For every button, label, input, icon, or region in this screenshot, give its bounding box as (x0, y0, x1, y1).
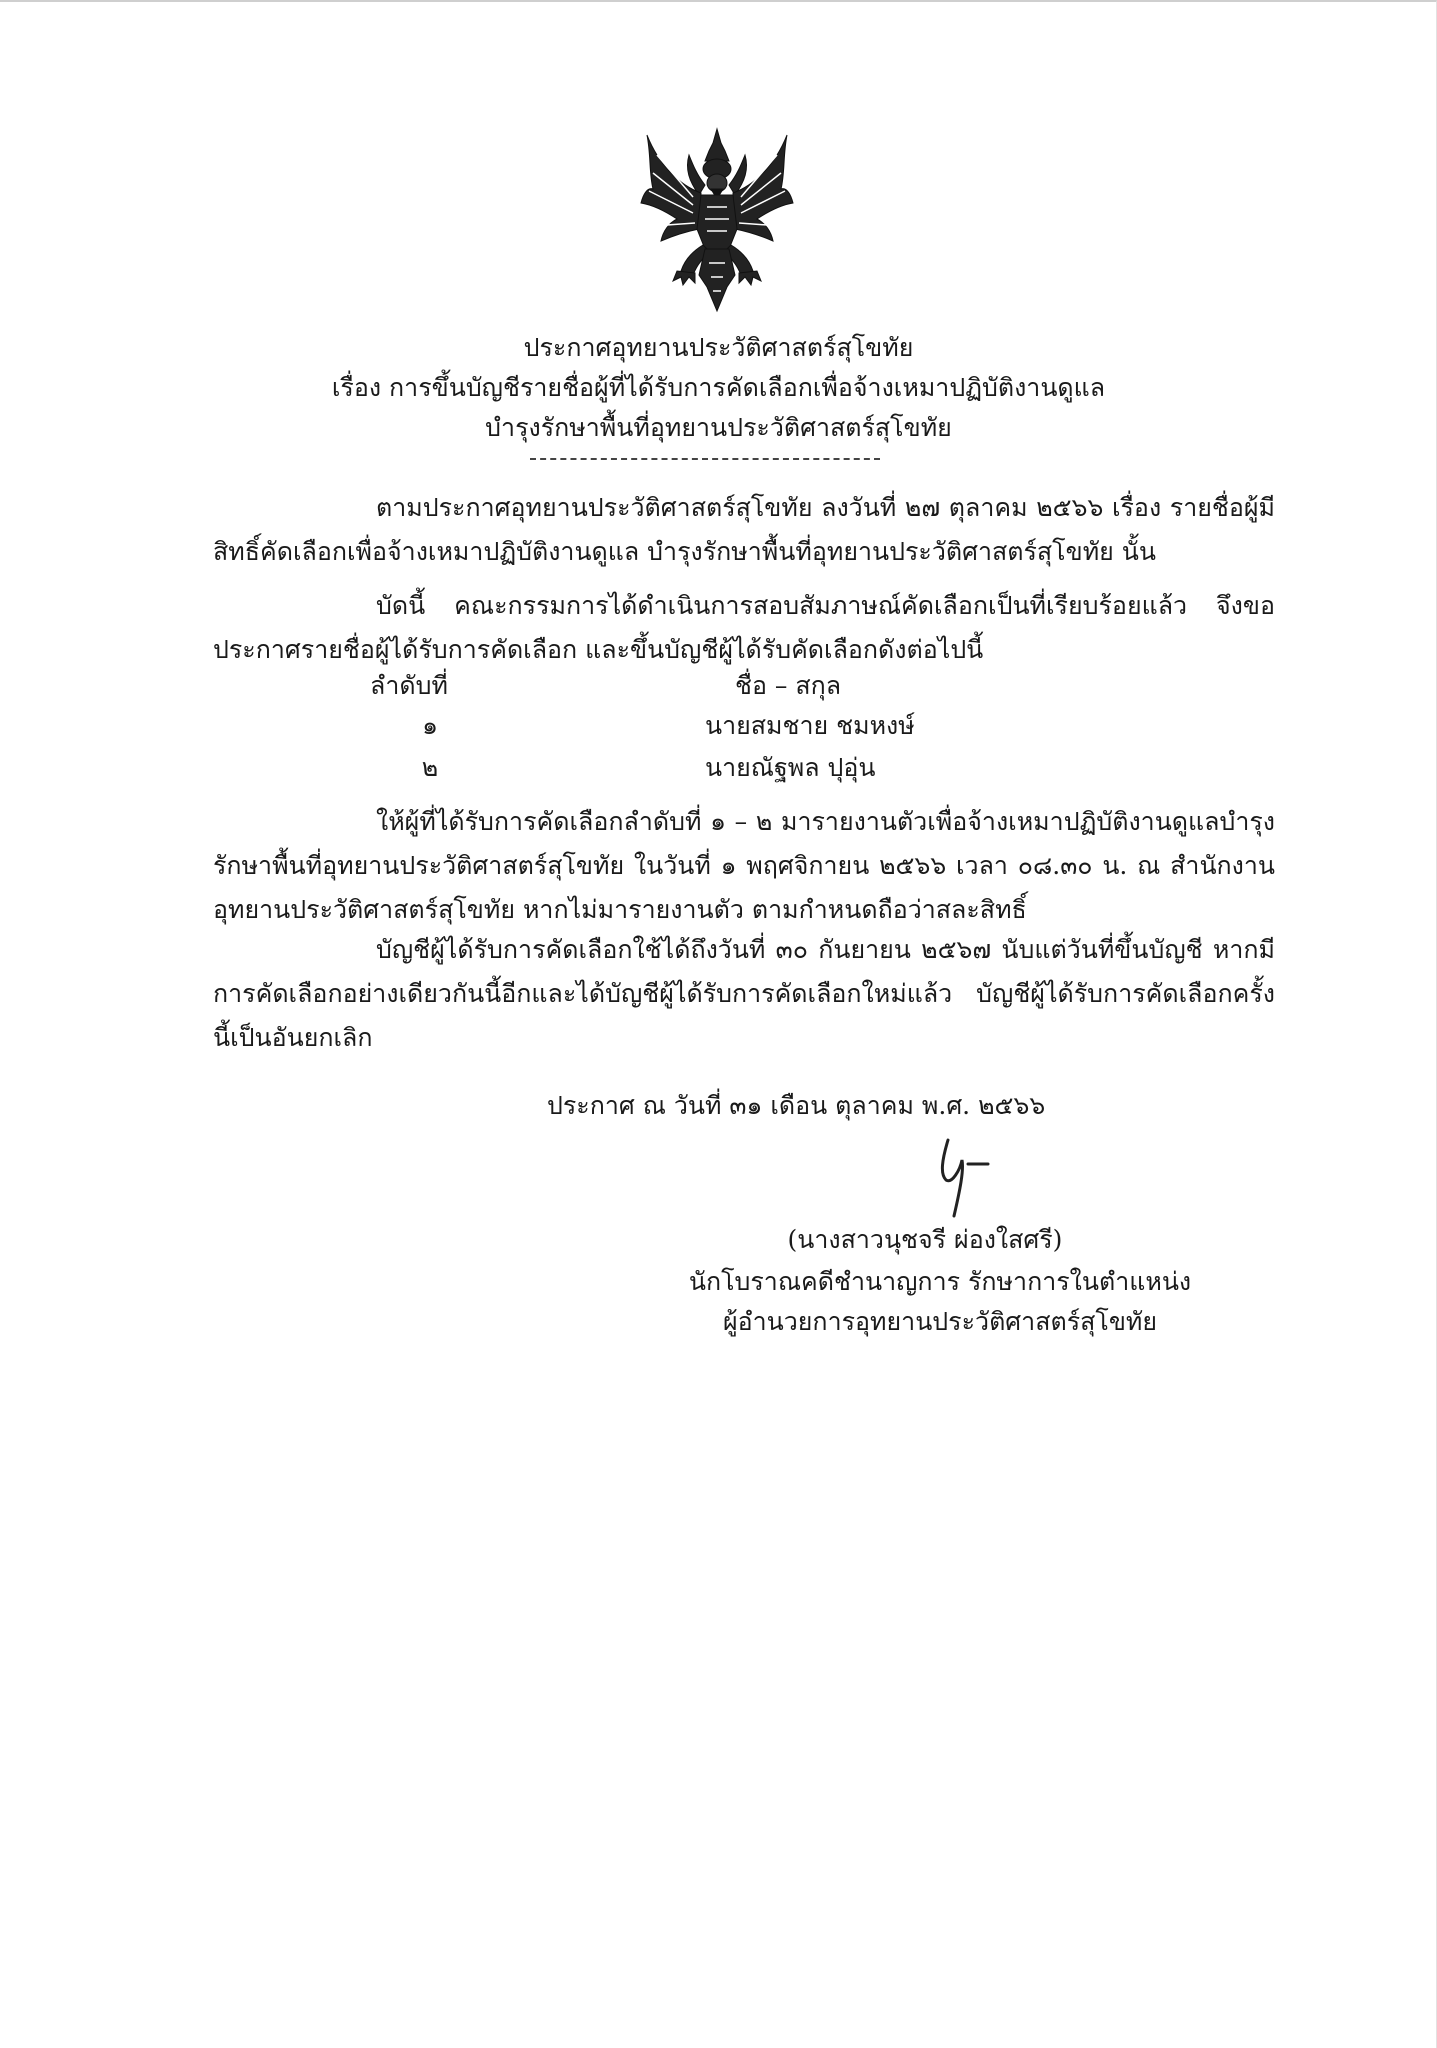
table-row-name: นายสมชาย ชมหงษ์ (705, 711, 915, 740)
document-title: ประกาศอุทยานประวัติศาสตร์สุโขทัย (523, 333, 914, 362)
paragraph-announcement: บัดนี้ คณะกรรมการได้ดำเนินการสอบสัมภาษณ์คัดเลือกเป็นที่เรียบร้อยแล้ว จึงขอประกาศรายชื่อผู้ได้รับการคัดเลือก และขึ้นบัญชีผู้ได้รับคัดเลือกดังต่อไปนี้ (213, 591, 1275, 664)
table-row-seq: ๑ (422, 711, 438, 740)
announcement-date: ประกาศ ณ วันที่ ๓๑ เดือน ตุลาคม พ.ศ. ๒๕๖๖ (547, 1091, 1046, 1120)
garuda-emblem-icon (637, 125, 797, 315)
subject-line-1: เรื่อง การขึ้นบัญชีรายชื่อผู้ที่ได้รับการคัดเลือกเพื่อจ้างเหมาปฏิบัติงานดูแล (331, 373, 1106, 402)
handwritten-signature-icon (920, 1130, 1030, 1220)
table-row-seq: ๒ (421, 753, 439, 782)
paragraph-validity: บัญชีผู้ได้รับการคัดเลือกใช้ได้ถึงวันที่ ๓๐ กันยายน ๒๕๖๗ นับแต่วันที่ขึ้นบัญชี หากมีการคัดเลือกอย่างเดียวกันนี้อีกและได้บัญชีผู้ได้รับการคัดเลือกใหม่แล้ว บัญชีผู้ได้รับการคัดเลือกครั้งนี้เป็นอันยกเลิก (213, 935, 1275, 1052)
paragraph-reference: ตามประกาศอุทยานประวัติศาสตร์สุโขทัย ลงวันที่ ๒๗ ตุลาคม ๒๕๖๖ เรื่อง รายชื่อผู้มีสิทธิ์คัดเลือกเพื่อจ้างเหมาปฏิบัติงานดูแล บำรุงรักษาพื้นที่อุทยานประวัติศาสตร์สุโขทัย นั้น (213, 493, 1275, 566)
table-header-sequence: ลำดับที่ (370, 671, 448, 700)
dashed-divider (530, 458, 880, 460)
paragraph-report-instructions: ให้ผู้ที่ได้รับการคัดเลือกลำดับที่ ๑ – ๒ มารายงานตัวเพื่อจ้างเหมาปฏิบัติงานดูแลบำรุงรักษาพื้นที่อุทยานประวัติศาสตร์สุโขทัย ในวันที่ ๑ พฤศจิกายน ๒๕๖๖ เวลา ๐๘.๓๐ น. ณ สำนักงานอุทยานประวัติศาสตร์สุโขทัย หากไม่มารายงานตัว ตามกำหนดถือว่าสละสิทธิ์ (213, 807, 1275, 924)
signatory-name: (นางสาวนุชจรี ผ่องใสศรี) (787, 1225, 1063, 1254)
signatory-position-1: นักโบราณคดีชำนาญการ รักษาการในตำแหน่ง (688, 1267, 1192, 1296)
signatory-position-2: ผู้อำนวยการอุทยานประวัติศาสตร์สุโขทัย (722, 1307, 1158, 1336)
table-row-name: นายณัฐพล ปุอุ่น (705, 753, 876, 782)
table-header-name: ชื่อ – สกุล (735, 671, 842, 700)
subject-line-2: บำรุงรักษาพื้นที่อุทยานประวัติศาสตร์สุโขทัย (485, 413, 952, 442)
